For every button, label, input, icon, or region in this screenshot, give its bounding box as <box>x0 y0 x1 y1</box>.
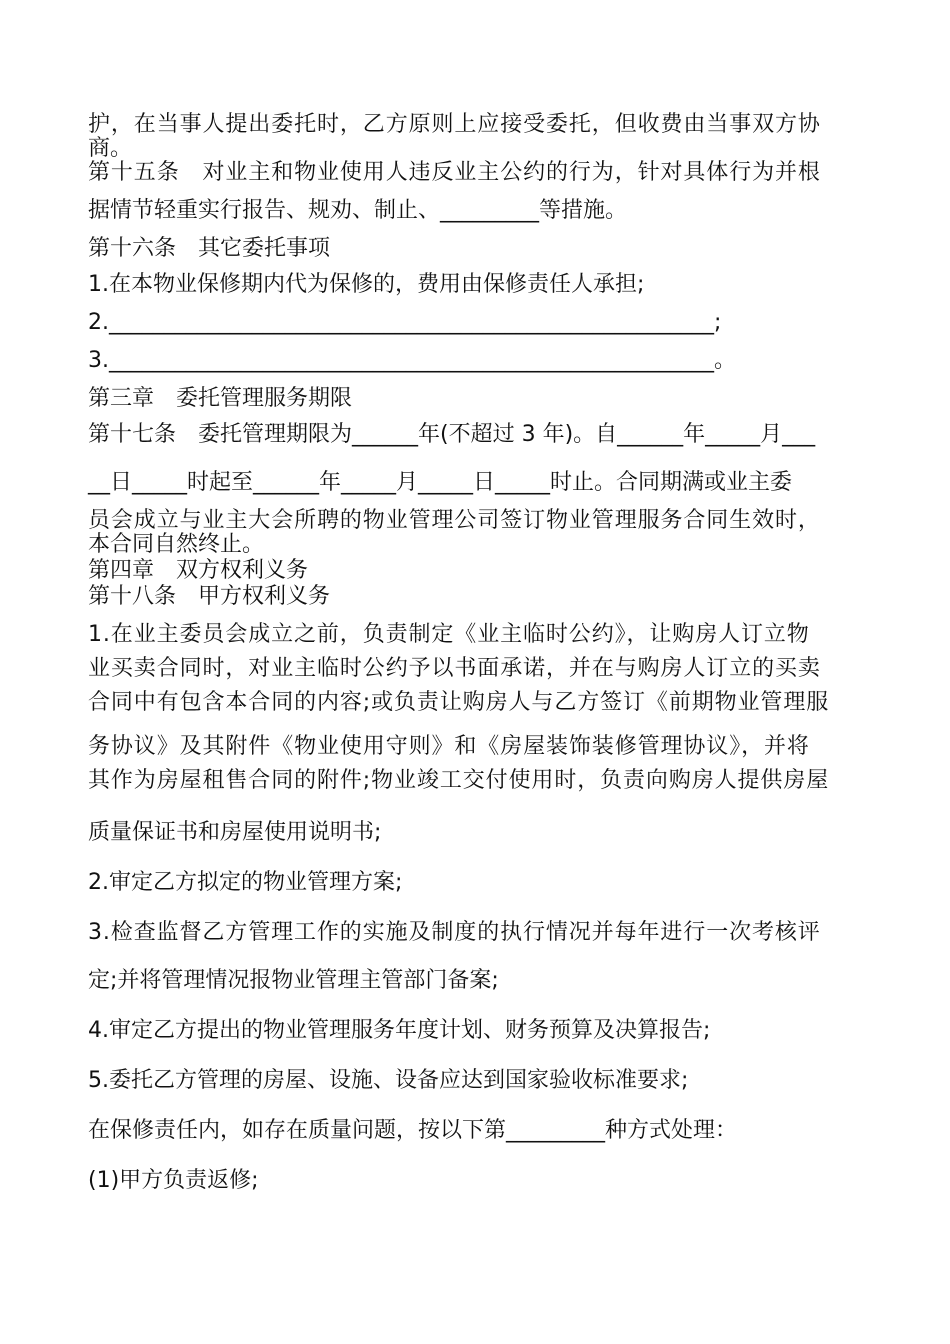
text-line: 2.审定乙方拟定的物业管理方案; <box>88 870 403 895</box>
article-heading-18: 第十八条 甲方权利义务 <box>88 584 331 609</box>
text-line: 务协议》及其附件《物业使用守则》和《房屋装饰装修管理协议》，并将 <box>88 734 810 759</box>
blank-item-3: 3._______________________________________________________。 <box>88 348 736 373</box>
text-line: 本合同自然终止。 <box>88 532 265 557</box>
blank-item-2: 2._______________________________________________________; <box>88 310 722 335</box>
text-line: 5.委托乙方管理的房屋、设施、设备应达到国家验收标准要求; <box>88 1068 689 1093</box>
text-line: 4.审定乙方提出的物业管理服务年度计划、财务预算及决算报告; <box>88 1018 711 1043</box>
article-heading-15: 第十五条 对业主和物业使用人违反业主公约的行为，针对具体行为并根 <box>88 160 821 185</box>
text-line: 据情节轻重实行报告、规劝、制止、_________等措施。 <box>88 198 628 223</box>
text-line: 定;并将管理情况报物业管理主管部门备案; <box>88 968 499 993</box>
text-line: __日_____时起至______年_____月_____日_____时止。合同期满或业主委 <box>88 470 793 495</box>
text-line: (1)甲方负责返修; <box>88 1168 259 1193</box>
text-line: 业买卖合同时，对业主临时公约予以书面承诺，并在与购房人订立的买卖 <box>88 656 821 681</box>
chapter-heading-3: 第三章 委托管理服务期限 <box>88 386 353 411</box>
text-line: 其作为房屋租售合同的附件;物业竣工交付使用时，负责向购房人提供房屋 <box>88 768 830 793</box>
text-line: 合同中有包含本合同的内容;或负责让购房人与乙方签订《前期物业管理服 <box>88 690 830 715</box>
text-line: 3.检查监督乙方管理工作的实施及制度的执行情况并每年进行一次考核评 <box>88 920 821 945</box>
article-heading-17: 第十七条 委托管理期限为______年(不超过 3 年)。自______年_____月___ <box>88 422 816 447</box>
text-line: 1.在本物业保修期内代为保修的，费用由保修责任人承担; <box>88 272 645 297</box>
text-line: 护，在当事人提出委托时，乙方原则上应接受委托，但收费由当事双方协 <box>88 112 821 137</box>
chapter-heading-4: 第四章 双方权利义务 <box>88 558 309 583</box>
article-heading-16: 第十六条 其它委托事项 <box>88 236 331 261</box>
text-line: 1.在业主委员会成立之前，负责制定《业主临时公约》，让购房人订立物 <box>88 622 810 647</box>
text-line: 质量保证书和房屋使用说明书; <box>88 820 382 845</box>
text-line: 在保修责任内，如存在质量问题，按以下第_________种方式处理： <box>88 1118 738 1143</box>
text-line: 商。 <box>88 136 133 161</box>
text-line: 员会成立与业主大会所聘的物业管理公司签订物业管理服务合同生效时， <box>88 508 821 533</box>
